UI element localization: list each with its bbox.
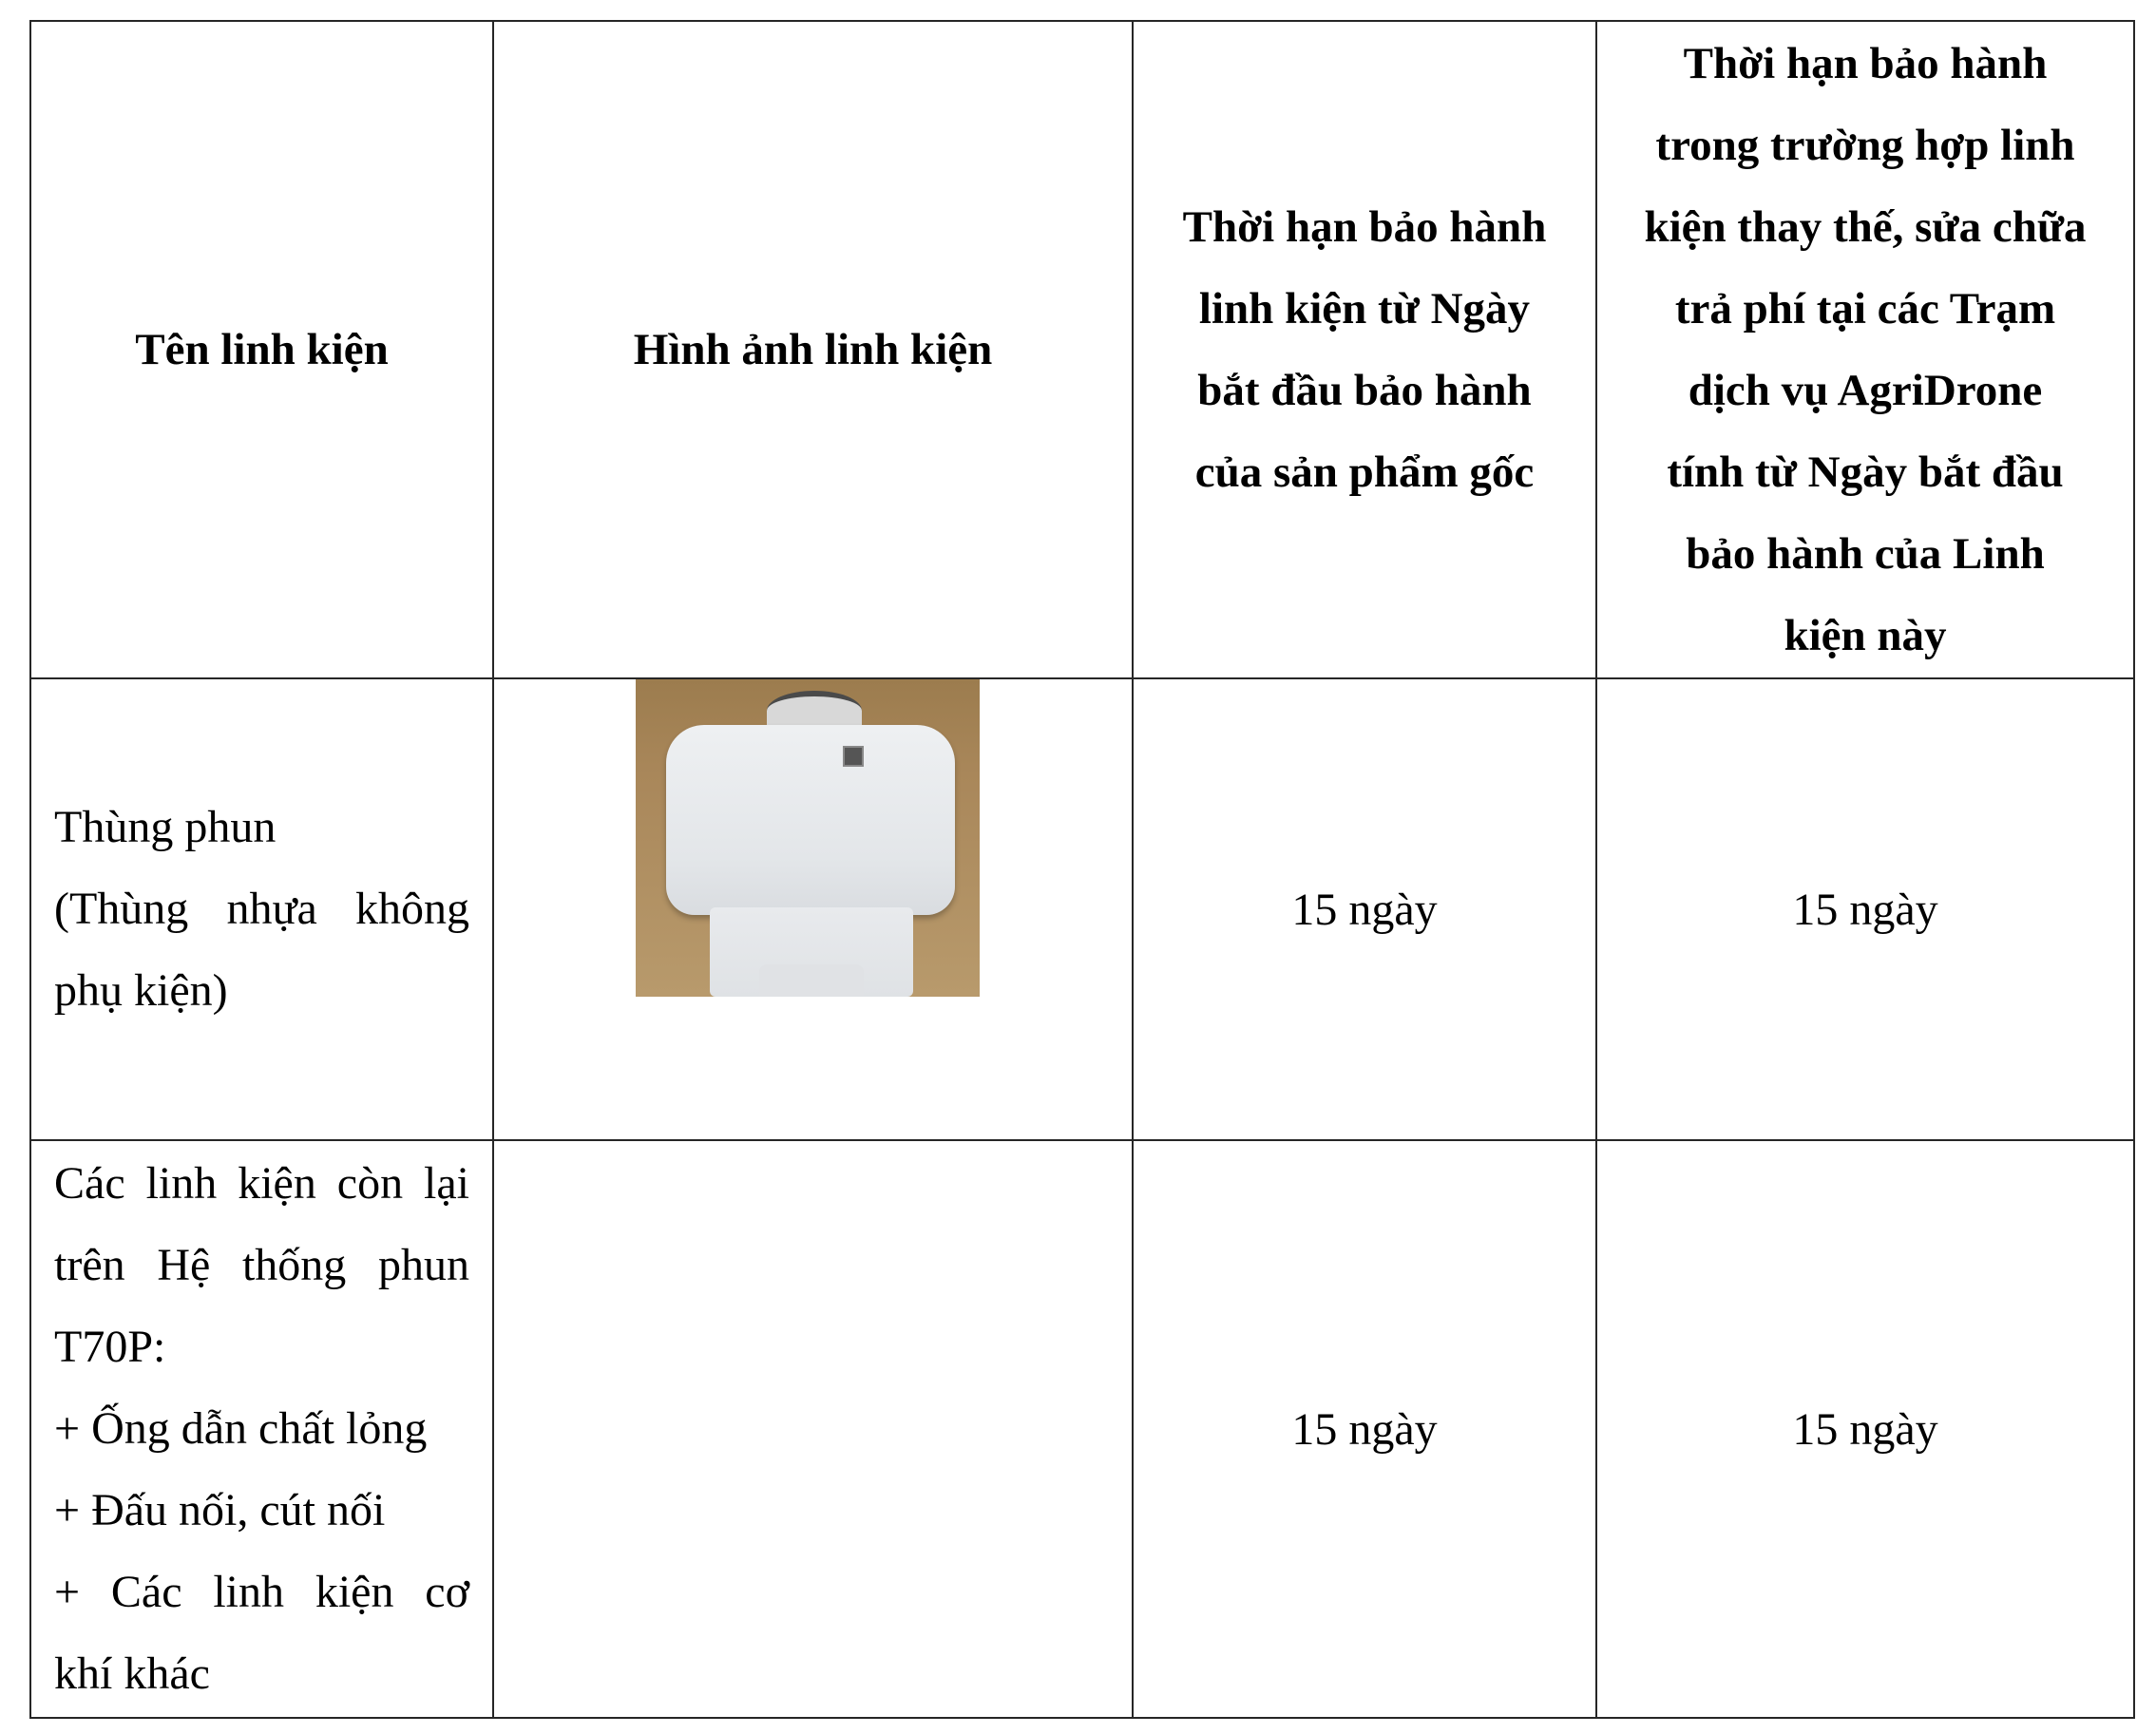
header-line: trả phí tại các Trạm [1674, 284, 2056, 333]
warranty-replacement-cell: 15 ngày [1596, 678, 2134, 1140]
table-header-row [30, 21, 2134, 678]
tank-body-shape [666, 725, 955, 915]
name-line: + Ống dẫn chất lỏng [54, 1403, 428, 1454]
component-image-cell [493, 678, 1133, 1140]
warranty-table [29, 20, 2135, 1719]
header-warranty-original [1133, 21, 1596, 678]
warranty-original-cell: 15 ngày [1133, 1140, 1596, 1718]
table-row [30, 1140, 2134, 1718]
spray-tank-photo [636, 679, 980, 997]
name-line: (Thùng nhựa không [54, 884, 469, 934]
header-component-name [30, 21, 493, 678]
name-line: T70P: [54, 1322, 166, 1372]
header-line: của sản phẩm gốc [1194, 448, 1535, 497]
header-text: Hình ảnh linh kiện [633, 325, 993, 374]
header-line: dịch vụ AgriDrone [1688, 366, 2043, 415]
name-line: khí khác [54, 1648, 210, 1699]
name-line: + Các linh kiện cơ [54, 1567, 469, 1617]
name-line: Thùng phun [54, 802, 277, 852]
header-line: Thời hạn bảo hành [1683, 39, 2048, 88]
header-warranty-replacement [1596, 21, 2134, 678]
component-name-cell [30, 1140, 493, 1718]
header-line: kiện thay thế, sửa chữa [1644, 202, 2087, 252]
header-component-image [493, 21, 1133, 678]
header-line: Thời hạn bảo hành [1182, 202, 1547, 252]
header-text: Tên linh kiện [135, 325, 389, 374]
header-line: kiện này [1784, 611, 1947, 660]
name-line: Các linh kiện còn lại [54, 1158, 469, 1209]
component-name-cell [30, 678, 493, 1140]
tank-outlet-shape [759, 964, 864, 997]
name-line: phụ kiện) [54, 965, 228, 1016]
table-row [30, 678, 2134, 1140]
header-line: trong trường hợp linh [1655, 121, 2075, 170]
component-image-cell [493, 1140, 1133, 1718]
header-line: linh kiện từ Ngày [1198, 284, 1531, 333]
warranty-original-cell: 15 ngày [1133, 678, 1596, 1140]
header-line: bảo hành của Linh [1686, 529, 2045, 579]
name-line: trên Hệ thống phun [54, 1240, 469, 1290]
qr-label-icon [845, 748, 862, 765]
header-line: bắt đầu bảo hành [1197, 366, 1532, 415]
header-line: tính từ Ngày bắt đầu [1667, 448, 2064, 497]
name-line: + Đấu nối, cút nối [54, 1485, 386, 1535]
warranty-replacement-cell: 15 ngày [1596, 1140, 2134, 1718]
